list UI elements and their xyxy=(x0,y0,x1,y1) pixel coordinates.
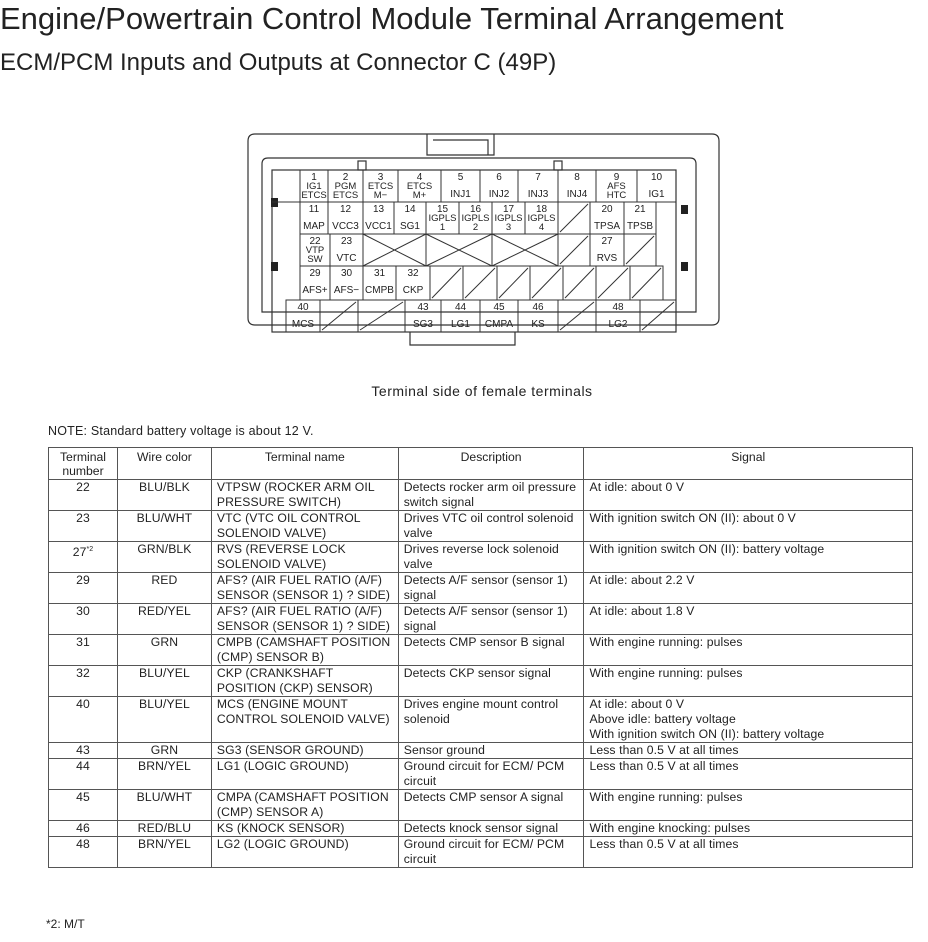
table-row xyxy=(49,511,913,542)
pin-label: ETCS xyxy=(406,181,433,192)
cell-terminal: 43 xyxy=(49,743,118,759)
cell-terminal-name: AFS? (AIR FUEL RATIO (A/F) SENSOR (SENSOR 1) ? SIDE) xyxy=(211,573,398,604)
pin-number: 22 xyxy=(309,236,321,247)
pin-label: AFS+ xyxy=(302,285,328,296)
pin-label: SG3 xyxy=(412,319,434,330)
pin-label: ETCS xyxy=(367,181,394,192)
cell-signal: With engine running: pulses xyxy=(584,635,913,666)
cell-signal: With ignition switch ON (II): battery voltage xyxy=(584,542,913,573)
pin-label: INJ3 xyxy=(527,189,549,200)
cell-terminal: 46 xyxy=(49,821,118,837)
cell-terminal: 32 xyxy=(49,666,118,697)
cell-wire-color: RED/YEL xyxy=(117,604,211,635)
cell-terminal: 48 xyxy=(49,837,118,868)
pin-label: RVS xyxy=(596,253,618,264)
pin-label: TPSB xyxy=(626,221,654,232)
table-row xyxy=(49,666,913,697)
cell-signal: At idle: about 2.2 V xyxy=(584,573,913,604)
table-row xyxy=(49,759,913,790)
pin-number: 44 xyxy=(454,302,467,313)
cell-terminal-name: CMPB (CAMSHAFT POSITION (CMP) SENSOR B) xyxy=(211,635,398,666)
pin-label: LG1 xyxy=(451,319,470,330)
cell-terminal-name: RVS (REVERSE LOCK SOLENOID VALVE) xyxy=(211,542,398,573)
cell-description: Ground circuit for ECM/ PCM circuit xyxy=(398,759,584,790)
pin-label: INJ4 xyxy=(566,189,588,200)
pin-label: CKP xyxy=(402,285,424,296)
pin-label: SG1 xyxy=(399,221,421,232)
pin-number: 14 xyxy=(404,204,416,215)
cell-description: Drives VTC oil control solenoid valve xyxy=(398,511,584,542)
pin-label: VTP xyxy=(305,245,325,256)
pin-number: 6 xyxy=(496,172,502,183)
cell-terminal: 40 xyxy=(49,697,118,743)
cell-terminal: 30 xyxy=(49,604,118,635)
blocked-cavity-mark xyxy=(626,236,654,264)
pin-number: 3 xyxy=(377,172,384,183)
cell-terminal-name: VTPSW (ROCKER ARM OIL PRESSURE SWITCH) xyxy=(211,480,398,511)
pin-number: 1 xyxy=(311,172,317,183)
cell-description: Detects knock sensor signal xyxy=(398,821,584,837)
pin-label: ETCS xyxy=(301,190,327,201)
blocked-cavity-mark xyxy=(565,268,594,298)
blocked-cavity-mark xyxy=(642,302,674,330)
cell-terminal: 27$^{*2}$ xyxy=(49,542,118,573)
cell-wire-color: BLU/WHT xyxy=(117,511,211,542)
cell-terminal-name: AFS? (AIR FUEL RATIO (A/F) SENSOR (SENSOR 1) ? SIDE) xyxy=(211,604,398,635)
pin-label: KS xyxy=(531,319,545,330)
blocked-cavity-mark xyxy=(560,204,588,232)
cell-wire-color: RED xyxy=(117,573,211,604)
pin-label: AFS− xyxy=(333,285,360,296)
pin-label: TPSA xyxy=(593,221,621,232)
pin-label: 1 xyxy=(439,222,446,233)
cell-description: Detects A/F sensor (sensor 1) signal xyxy=(398,604,584,635)
pin-number: 2 xyxy=(342,172,349,183)
cell-wire-color: BLU/YEL xyxy=(117,666,211,697)
cell-signal: With ignition switch ON (II): about 0 V xyxy=(584,511,913,542)
blocked-cavity-mark xyxy=(432,268,461,298)
header-description: Description xyxy=(398,448,584,480)
cell-wire-color: BLU/BLK xyxy=(117,480,211,511)
pin-label: CMPB xyxy=(365,285,394,296)
cell-terminal: 29 xyxy=(49,573,118,604)
cell-terminal: 45 xyxy=(49,790,118,821)
blocked-cavity-mark xyxy=(632,268,661,298)
pin-label: 4 xyxy=(538,222,545,233)
pin-number: 43 xyxy=(417,302,429,313)
cell-signal: With engine knocking: pulses xyxy=(584,821,913,837)
header-terminal-name: Terminal name xyxy=(211,448,398,480)
cell-signal: Less than 0.5 V at all times xyxy=(584,759,913,790)
cell-description: Detects A/F sensor (sensor 1) signal xyxy=(398,573,584,604)
cell-signal: With engine running: pulses xyxy=(584,790,913,821)
table-header-row xyxy=(49,448,913,480)
table-row xyxy=(49,573,913,604)
cell-terminal-name: CMPA (CAMSHAFT POSITION (CMP) SENSOR A) xyxy=(211,790,398,821)
pin-label: IGPLS xyxy=(461,213,490,224)
cell-wire-color: GRN xyxy=(117,743,211,759)
pin-number: 4 xyxy=(416,172,423,183)
pin-label: IG1 xyxy=(648,189,665,200)
pin-number: 21 xyxy=(634,204,646,215)
table-row xyxy=(49,821,913,837)
footnote: *2: M/T xyxy=(46,917,85,931)
blocked-cavity-mark xyxy=(532,268,561,298)
blocked-cavity-mark xyxy=(322,302,356,330)
pin-label: INJ1 xyxy=(450,189,471,200)
cell-signal: With engine running: pulses xyxy=(584,666,913,697)
pin-number: 31 xyxy=(373,268,386,279)
pin-number: 16 xyxy=(469,204,482,215)
pin-number: 11 xyxy=(308,204,320,215)
pin-label: CMPA xyxy=(484,319,514,330)
cell-signal: At idle: about 0 V Above idle: battery voltage With ignition switch ON (II): battery voltage xyxy=(584,697,913,743)
cell-terminal-name: VTC (VTC OIL CONTROL SOLENOID VALVE) xyxy=(211,511,398,542)
cell-terminal: 31 xyxy=(49,635,118,666)
pin-number: 17 xyxy=(502,204,515,215)
pin-number: 23 xyxy=(340,236,353,247)
pin-number: 10 xyxy=(650,172,663,183)
table-row xyxy=(49,635,913,666)
pin-label: IG1 xyxy=(306,181,322,192)
cell-wire-color: GRN/BLK xyxy=(117,542,211,573)
pin-number: 30 xyxy=(340,268,353,279)
cell-signal: Less than 0.5 V at all times xyxy=(584,743,913,759)
blocked-cavity-mark xyxy=(598,268,628,298)
page-title: Engine/Powertrain Control Module Terminal Arrangement xyxy=(0,1,784,36)
cell-terminal-name: LG2 (LOGIC GROUND) xyxy=(211,837,398,868)
pin-number: 45 xyxy=(493,302,505,313)
cell-description: Sensor ground xyxy=(398,743,584,759)
cell-description: Drives engine mount control solenoid xyxy=(398,697,584,743)
footnote-ref: *2 xyxy=(86,546,94,553)
pin-number: 29 xyxy=(309,268,321,279)
pin-label: MCS xyxy=(291,319,315,330)
cell-description: Detects rocker arm oil pressure switch signal xyxy=(398,480,584,511)
pin-label: IGPLS xyxy=(428,213,457,224)
cell-wire-color: RED/BLU xyxy=(117,821,211,837)
pin-label: IGPLS xyxy=(527,213,556,224)
pin-label: VCC1 xyxy=(365,221,392,232)
cell-wire-color: BLU/YEL xyxy=(117,697,211,743)
pin-number: 32 xyxy=(407,268,419,279)
cell-terminal: 23 xyxy=(49,511,118,542)
connector-diagram xyxy=(0,0,928,380)
blocked-cavity-mark xyxy=(499,268,528,298)
table-row xyxy=(49,743,913,759)
cell-terminal-name: MCS (ENGINE MOUNT CONTROL SOLENOID VALVE) xyxy=(211,697,398,743)
cell-wire-color: BRN/YEL xyxy=(117,759,211,790)
cell-description: Drives reverse lock solenoid valve xyxy=(398,542,584,573)
cell-terminal-name: SG3 (SENSOR GROUND) xyxy=(211,743,398,759)
page-subtitle: ECM/PCM Inputs and Outputs at Connector C (49P) xyxy=(0,49,557,76)
pin-label: 3 xyxy=(505,222,512,233)
cell-signal: Less than 0.5 V at all times xyxy=(584,837,913,868)
pin-number: 40 xyxy=(297,302,309,313)
pin-label: M+ xyxy=(412,190,427,201)
pin-number: 20 xyxy=(601,204,613,215)
cell-terminal-name: LG1 (LOGIC GROUND) xyxy=(211,759,398,790)
pin-number: 46 xyxy=(532,302,544,313)
cell-description: Ground circuit for ECM/ PCM circuit xyxy=(398,837,584,868)
pin-number: 7 xyxy=(535,172,541,183)
header-signal: Signal xyxy=(584,448,913,480)
pin-number: 9 xyxy=(613,172,620,183)
pin-number: 13 xyxy=(372,204,385,215)
pin-number: 8 xyxy=(574,172,580,183)
pin-number: 12 xyxy=(339,204,352,215)
blocked-cavity-mark xyxy=(465,268,495,298)
pin-label: HTC xyxy=(606,190,627,201)
blocked-cavity-mark xyxy=(560,236,588,264)
pin-label: LG2 xyxy=(608,319,628,330)
header-wire-color: Wire color xyxy=(117,448,211,480)
pin-number: 18 xyxy=(535,204,548,215)
cell-description: Detects CMP sensor A signal xyxy=(398,790,584,821)
pin-label: 2 xyxy=(472,222,479,233)
cell-wire-color: GRN xyxy=(117,635,211,666)
blocked-cavity-mark xyxy=(360,302,403,330)
cell-terminal: 44 xyxy=(49,759,118,790)
table-row xyxy=(49,480,913,511)
cell-terminal-name: CKP (CRANKSHAFT POSITION (CKP) SENSOR) xyxy=(211,666,398,697)
cell-terminal: 22 xyxy=(49,480,118,511)
cell-terminal-name: KS (KNOCK SENSOR) xyxy=(211,821,398,837)
cell-description: Detects CKP sensor signal xyxy=(398,666,584,697)
pin-label: IGPLS xyxy=(494,213,523,224)
pin-number: 5 xyxy=(457,172,464,183)
pin-label: VCC3 xyxy=(332,221,359,232)
pin-number: 15 xyxy=(436,204,449,215)
diagram-caption: Terminal side of female terminals xyxy=(371,383,593,399)
pin-number: 48 xyxy=(612,302,624,313)
blocked-cavity-mark xyxy=(560,302,594,330)
pin-label: PGM xyxy=(334,181,357,192)
pin-label: INJ2 xyxy=(488,189,510,200)
table-row xyxy=(49,697,913,743)
table-row xyxy=(49,837,913,868)
voltage-note: NOTE: Standard battery voltage is about 12 V. xyxy=(48,424,314,438)
pin-label: MAP xyxy=(303,221,325,232)
cell-description: Detects CMP sensor B signal xyxy=(398,635,584,666)
terminal-table xyxy=(48,447,913,868)
table-row xyxy=(49,790,913,821)
table-row xyxy=(49,542,913,573)
pin-label: VTC xyxy=(336,253,357,264)
pin-label: AFS xyxy=(607,181,626,192)
pin-label: ETCS xyxy=(332,190,359,201)
header-terminal: Terminal number xyxy=(49,448,118,480)
cell-signal: At idle: about 1.8 V xyxy=(584,604,913,635)
pin-label: M− xyxy=(373,190,388,201)
cell-signal: At idle: about 0 V xyxy=(584,480,913,511)
cell-wire-color: BRN/YEL xyxy=(117,837,211,868)
pin-number: 27 xyxy=(601,236,613,247)
cell-wire-color: BLU/WHT xyxy=(117,790,211,821)
pin-label: SW xyxy=(307,254,323,265)
table-row xyxy=(49,604,913,635)
